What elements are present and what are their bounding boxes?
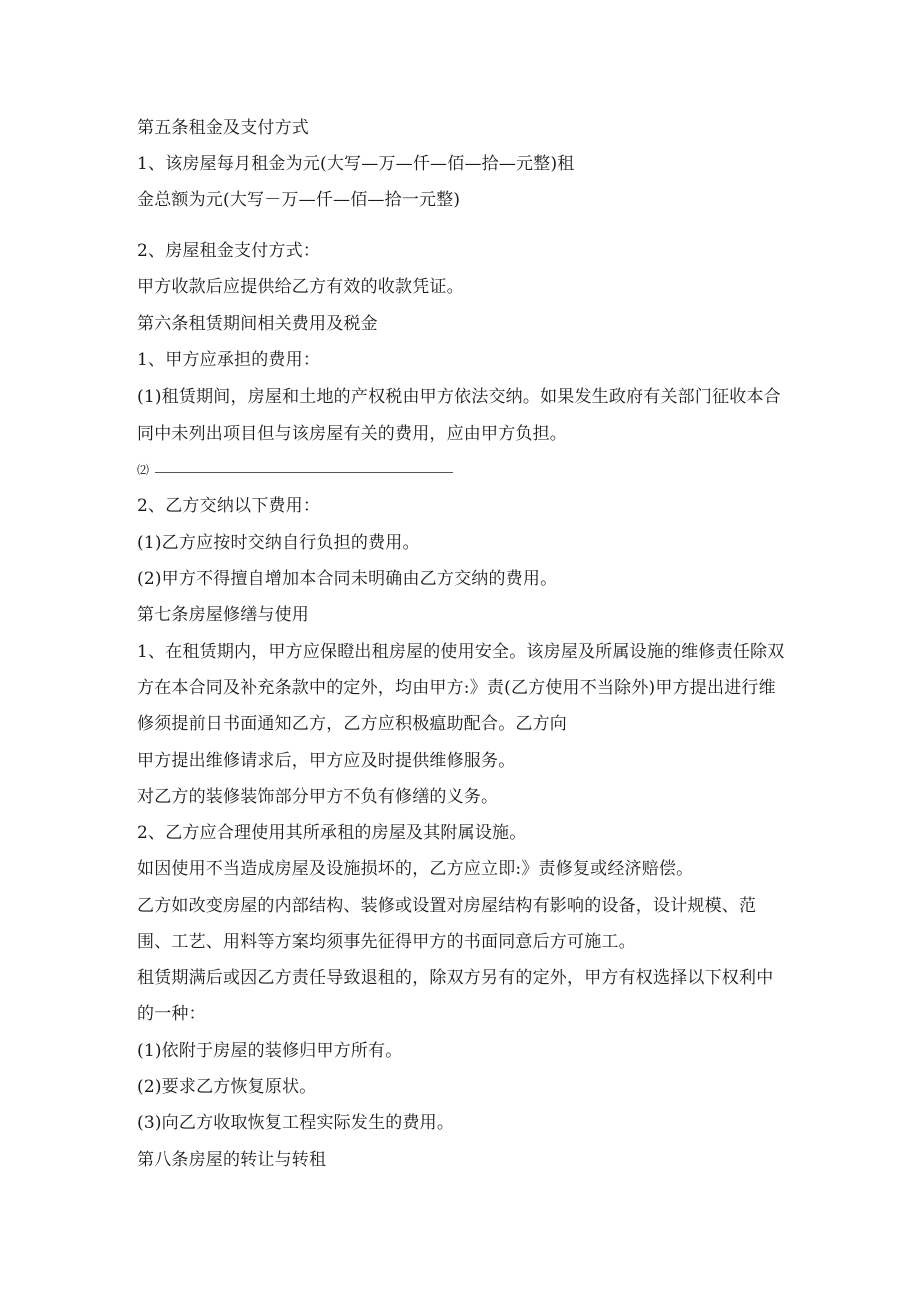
text-line: (1)依附于房屋的装修归甲方所有。 xyxy=(137,1041,403,1061)
text-line: 2、乙方交纳以下费用： xyxy=(137,496,321,516)
text-line: 如因使用不当造成房屋及设施损坏的，乙方应立即:》责修复或经济赔偿。 xyxy=(137,859,694,879)
text-line: 1、在租赁期内，甲方应保瞪出租房屋的使用安全。该房屋及所属设施的维修责任除双 xyxy=(137,642,785,662)
text-line: 2、乙方应合理使用其所承租的房屋及其附属设施。 xyxy=(137,823,527,843)
text-line: 租赁期满后或因乙方责任导致退租的，除双方另有的定外，甲方有权选择以下权利中 xyxy=(137,968,774,988)
blank-item-line xyxy=(137,459,453,481)
text-line: 1、甲方应承担的费用： xyxy=(137,350,321,370)
text-line: 对乙方的装修装饰部分甲方不负有修缮的义务。 xyxy=(137,787,499,807)
heading-article-5: 第五条租金及支付方式 xyxy=(137,118,309,138)
fill-in-blank xyxy=(155,472,453,473)
text-line: (2)甲方不得擅自增加本合同未明确由乙方交纳的费用。 xyxy=(137,569,558,589)
text-line: 2、房屋租金支付方式： xyxy=(137,241,321,261)
text-line: 方在本合同及补充条款中的定外，均由甲方:》责(乙方使用不当除外)甲方提出进行维 xyxy=(137,678,776,698)
text-line: 同中未列出项目但与该房屋有关的费用，应由甲方负担。 xyxy=(137,424,567,444)
text-line: 围、工艺、用料等方案均须事先征得甲方的书面同意后方可施工。 xyxy=(137,932,636,952)
text-line: (3)向乙方收取恢复工程实际发生的费用。 xyxy=(137,1113,455,1133)
text-line: 1、该房屋每月租金为元(大写—万—仟—佰—拾—元整)租 xyxy=(137,154,575,174)
text-line: 乙方如改变房屋的内部结构、装修或设置对房屋结构有影响的设备，设计规模、范 xyxy=(137,896,757,916)
text-line: (1)乙方应按时交纳自行负担的费用。 xyxy=(137,533,420,553)
heading-article-7: 第七条房屋修缮与使用 xyxy=(137,605,309,625)
text-line: 金总额为元(大写－万—仟—佰—拾一元整) xyxy=(137,190,461,210)
text-line: (2)要求乙方恢复原状。 xyxy=(137,1077,317,1097)
text-line: 甲方收款后应提供给乙方有效的收款凭证。 xyxy=(137,277,464,297)
text-line: (1)租赁期间，房屋和土地的产权税由甲方依法交纳。如果发生政府有关部门征收本合 xyxy=(137,387,781,407)
item-marker: ⑵ xyxy=(137,463,150,477)
text-line: 甲方提出维修请求后，甲方应及时提供维修服务。 xyxy=(137,751,516,771)
text-line: 的一种： xyxy=(137,1004,206,1024)
heading-article-6: 第六条租赁期间相关费用及税金 xyxy=(137,314,378,334)
text-line: 修须提前日书面通知乙方，乙方应积极瘟助配合。乙方向 xyxy=(137,714,567,734)
heading-article-8: 第八条房屋的转让与转租 xyxy=(137,1150,327,1170)
